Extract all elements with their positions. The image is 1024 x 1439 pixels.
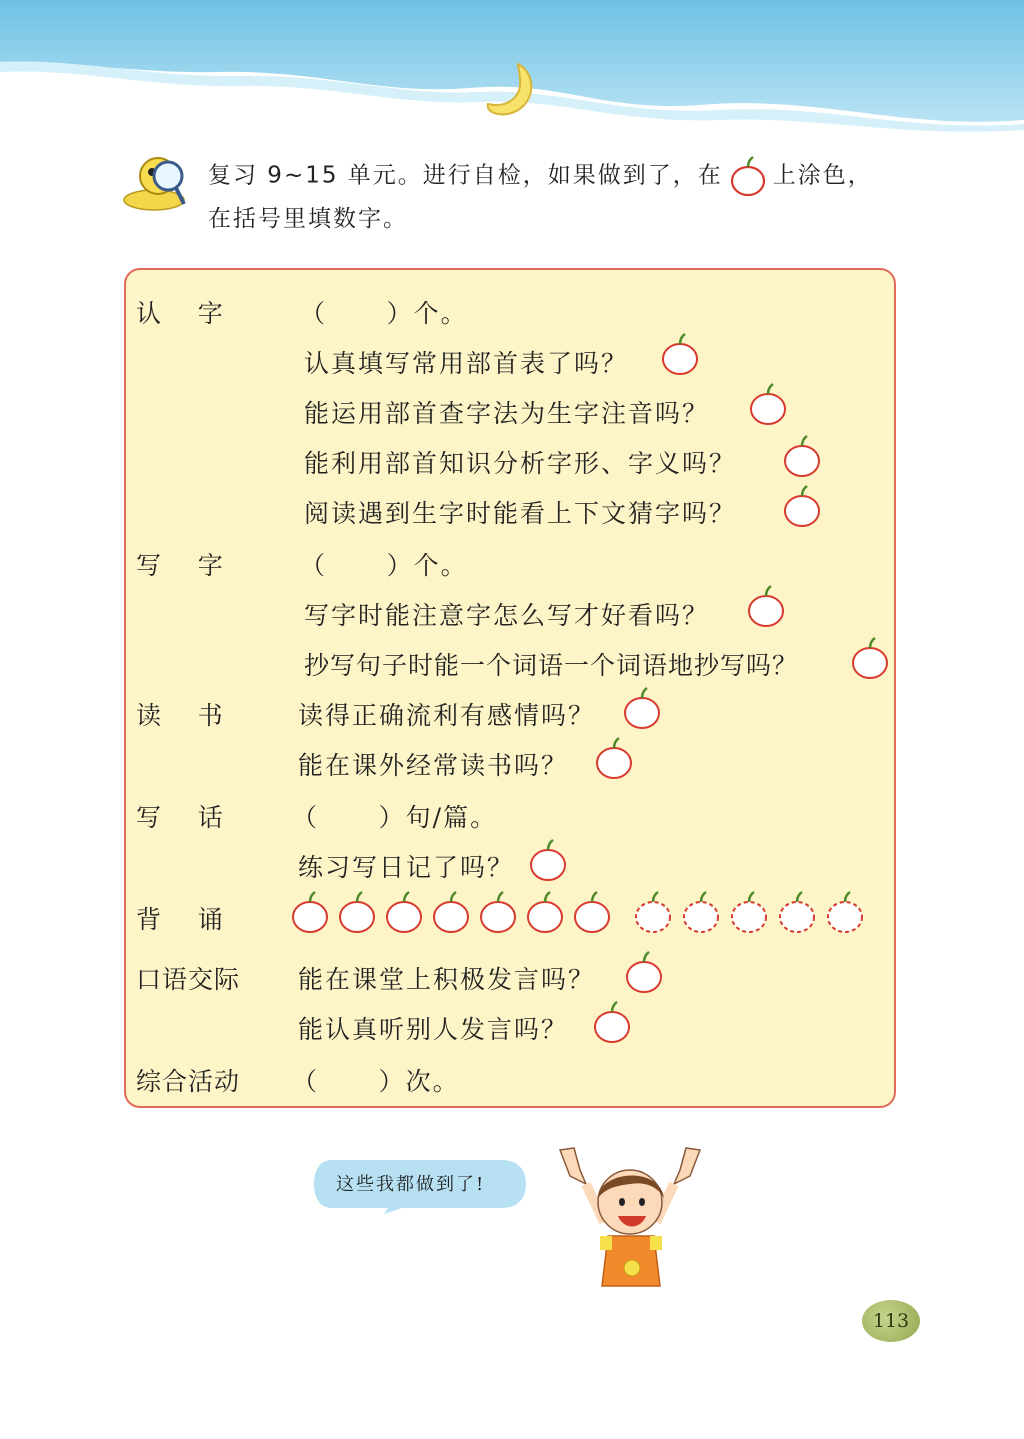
row-write-count: [126, 536, 898, 584]
row-text: 阅读遇到生字时能看上下文猜字吗？: [304, 499, 737, 528]
row-writing-count: [126, 788, 898, 836]
apple-checkbox-icon[interactable]: [478, 890, 518, 934]
row-text: （ ）句/篇。: [292, 803, 498, 832]
apple-checkbox-icon[interactable]: [782, 484, 822, 528]
row-read-item: [126, 736, 898, 784]
apple-checkbox-icon[interactable]: [622, 686, 662, 730]
category-label: 认 字: [136, 299, 224, 328]
apple-outline-icon: [727, 154, 769, 198]
row-activity-count: [126, 1052, 898, 1100]
row-text: （ ）个。: [300, 551, 468, 580]
apple-checkbox-icon[interactable]: [660, 332, 700, 376]
instruction-line-1: 复习 9~15 单元。进行自检，如果做到了，在 上涂色，: [208, 154, 873, 198]
row-recitation: [126, 890, 898, 938]
row-writing-item: [126, 838, 898, 886]
row-text: 认真填写常用部首表了吗？: [304, 349, 629, 378]
apple-dashed-checkbox-icon[interactable]: [681, 890, 721, 934]
row-text: （ ）个。: [300, 299, 468, 328]
apple-checkbox-icon[interactable]: [594, 736, 634, 780]
category-label: 写 字: [136, 551, 224, 580]
row-text: 读得正确流利有感情吗？: [298, 701, 596, 730]
row-recognize-item: [126, 384, 898, 432]
category-label: 读 书: [136, 701, 224, 730]
row-text: 能在课外经常读书吗？: [298, 751, 569, 780]
apple-dashed-checkbox-icon[interactable]: [777, 890, 817, 934]
apple-checkbox-icon[interactable]: [782, 434, 822, 478]
row-text: 写字时能注意字怎么写才好看吗？: [304, 601, 710, 630]
apple-checkbox-icon[interactable]: [850, 636, 890, 680]
row-text: 能在课堂上积极发言吗？: [298, 965, 596, 994]
row-text: 练习写日记了吗？: [298, 853, 515, 882]
self-check-panel: [124, 268, 896, 1108]
speech-bubble-text: 这些我都做到了!: [336, 1174, 486, 1195]
row-write-item: [126, 586, 898, 634]
apple-checkbox-icon[interactable]: [746, 584, 786, 628]
apple-checkbox-icon[interactable]: [431, 890, 471, 934]
apple-checkbox-icon[interactable]: [525, 890, 565, 934]
row-recognize-item: [126, 334, 898, 382]
apple-checkbox-icon[interactable]: [528, 838, 568, 882]
apple-checkbox-icon[interactable]: [624, 950, 664, 994]
apple-checkbox-icon[interactable]: [748, 382, 788, 426]
row-recognize-count: [126, 284, 898, 332]
row-recognize-item: [126, 434, 898, 482]
row-read: [126, 686, 898, 734]
apple-dashed-checkbox-icon[interactable]: [633, 890, 673, 934]
instruction-block: [120, 150, 940, 240]
apple-checkbox-icon[interactable]: [337, 890, 377, 934]
category-label: 背 诵: [136, 905, 224, 934]
crescent-moon-icon: [484, 60, 540, 118]
row-oral: [126, 950, 898, 998]
row-text: 能认真听别人发言吗？: [298, 1015, 569, 1044]
category-label: 口语交际: [136, 965, 241, 994]
row-text: （ ）次。: [292, 1067, 460, 1096]
apple-checkbox-icon[interactable]: [572, 890, 612, 934]
instruction-line-2: 在括号里填数字。: [208, 206, 408, 232]
row-text: 能运用部首查字法为生字注音吗？: [304, 399, 710, 428]
row-write-item: [126, 636, 898, 684]
row-text: 能利用部首知识分析字形、字义吗？: [304, 449, 737, 478]
apple-dashed-checkbox-icon[interactable]: [825, 890, 865, 934]
row-recognize-item: [126, 484, 898, 532]
apple-checkbox-icon[interactable]: [592, 1000, 632, 1044]
apple-checkbox-icon[interactable]: [290, 890, 330, 934]
cheering-boy-illustration: [552, 1140, 708, 1290]
magnifier-mascot-icon: [120, 150, 200, 216]
page-number: 113: [862, 1300, 920, 1342]
category-label: 综合活动: [136, 1067, 241, 1096]
row-text: 抄写句子时能一个词语一个词语地抄写吗？: [304, 651, 799, 680]
row-oral-item: [126, 1000, 898, 1048]
category-label: 写 话: [136, 803, 224, 832]
apple-dashed-checkbox-icon[interactable]: [729, 890, 769, 934]
apple-checkbox-icon[interactable]: [384, 890, 424, 934]
